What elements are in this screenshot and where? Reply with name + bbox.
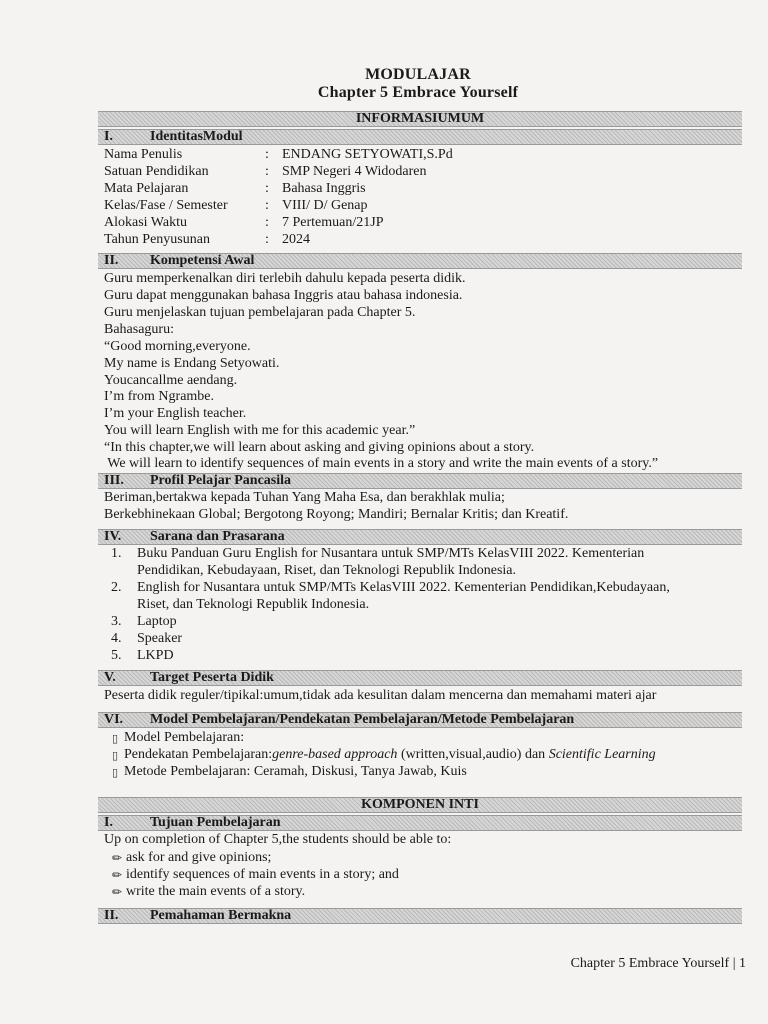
- model-item: Metode Pembelajaran: Ceramah, Diskusi, Tanya Jawab, Kuis: [124, 764, 467, 779]
- list-item: English for Nusantara untuk SMP/MTs KelasVIII 2022. Kementerian Pendidikan,Kebudayaan,: [137, 580, 670, 595]
- row-label: Mata Pelajaran: [104, 181, 189, 196]
- row-colon: :: [265, 181, 269, 196]
- text-line: We will learn to identify sequences of main events in a story and write the main events of a story.”: [104, 456, 659, 471]
- text-line: “Good morning,everyone.: [104, 339, 251, 354]
- profil-line: Berkebhinekaan Global; Bergotong Royong; Mandiri; Bernalar Kritis; dan Kreatif.: [104, 507, 569, 522]
- text-line: Guru memperkenalkan diri terlebih dahulu kepada peserta didik.: [104, 271, 466, 286]
- section-bar-sarana: IV. Sarana dan Prasarana: [98, 529, 742, 545]
- row-value: VIII/ D/ Genap: [282, 198, 368, 213]
- file-icon: ▯: [112, 733, 119, 745]
- section-bar-kompetensi: II. Kompetensi Awal: [98, 253, 742, 269]
- row-value: SMP Negeri 4 Widodaren: [282, 164, 427, 179]
- row-value: 2024: [282, 232, 310, 247]
- section-bar-pemahaman: II. Pemahaman Bermakna: [98, 908, 742, 924]
- text-line: My name is Endang Setyowati.: [104, 356, 280, 371]
- page-footer: Chapter 5 Embrace Yourself | 1: [570, 956, 746, 971]
- profil-line: Beriman,bertakwa kepada Tuhan Yang Maha Esa, dan berakhlak mulia;: [104, 490, 505, 505]
- row-colon: :: [265, 198, 269, 213]
- row-label: Satuan Pendidikan: [104, 164, 209, 179]
- row-label: Kelas/Fase / Semester: [104, 198, 228, 213]
- text-line: You will learn English with me for this academic year.”: [104, 423, 416, 438]
- list-item: Speaker: [137, 631, 183, 646]
- tujuan-item: ask for and give opinions;: [126, 850, 272, 865]
- tujuan-item: identify sequences of main events in a story; and: [126, 867, 399, 882]
- row-value: ENDANG SETYOWATI,S.Pd: [282, 147, 453, 162]
- list-item: LKPD: [137, 648, 174, 663]
- section-bar-tujuan: I. Tujuan Pembelajaran: [98, 815, 742, 831]
- row-colon: :: [265, 164, 269, 179]
- document-subtitle: Chapter 5 Embrace Yourself: [317, 84, 519, 101]
- row-colon: :: [265, 232, 269, 247]
- row-value: 7 Pertemuan/21JP: [282, 215, 384, 230]
- pencil-icon: ✏: [112, 851, 123, 865]
- file-icon: ▯: [112, 767, 119, 779]
- text-line: Guru menjelaskan tujuan pembelajaran pada Chapter 5.: [104, 305, 416, 320]
- row-label: Tahun Penyusunan: [104, 232, 210, 247]
- list-item: Laptop: [137, 614, 177, 629]
- list-number: 4.: [111, 631, 122, 646]
- text-line: Bahasaguru:: [104, 322, 174, 337]
- tujuan-intro: Up on completion of Chapter 5,the students should be able to:: [104, 832, 452, 847]
- model-item: Model Pembelajaran:: [124, 730, 245, 745]
- row-label: Nama Penulis: [104, 147, 183, 162]
- model-item: Pendekatan Pembelajaran:genre-based approach (written,visual,audio) dan Scientific Learning: [124, 747, 656, 762]
- row-colon: :: [265, 147, 269, 162]
- row-colon: :: [265, 215, 269, 230]
- tujuan-item: write the main events of a story.: [126, 884, 306, 899]
- document-title: MODULAJAR: [365, 66, 471, 83]
- list-item: Buku Panduan Guru English for Nusantara untuk SMP/MTs KelasVIII 2022. Kementerian: [137, 546, 645, 561]
- section-heading-komponen-inti: KOMPONEN INTI: [98, 797, 742, 813]
- list-number: 2.: [111, 580, 122, 595]
- list-number: 3.: [111, 614, 122, 629]
- section-bar-model: VI. Model Pembelajaran/Pendekatan Pembelajaran/Metode Pembelajaran: [98, 712, 742, 728]
- section-heading-informasi-umum: INFORMASIUMUM: [98, 111, 742, 127]
- list-number: 5.: [111, 648, 122, 663]
- file-icon: ▯: [112, 750, 119, 762]
- text-line: Youcancallme aendang.: [104, 373, 238, 388]
- section-bar-profil: III. Profil Pelajar Pancasila: [98, 473, 742, 489]
- text-line: I’m from Ngrambe.: [104, 389, 215, 404]
- section-bar-identitas: I. IdentitasModul: [98, 129, 742, 145]
- row-value: Bahasa Inggris: [282, 181, 366, 196]
- row-label: Alokasi Waktu: [104, 215, 187, 230]
- list-item: Riset, dan Teknologi Republik Indonesia.: [137, 597, 370, 612]
- text-line: “In this chapter,we will learn about asking and giving opinions about a story.: [104, 440, 535, 455]
- list-number: 1.: [111, 546, 122, 561]
- list-item: Pendidikan, Kebudayaan, Riset, dan Teknologi Republik Indonesia.: [137, 563, 517, 578]
- text-line: I’m your English teacher.: [104, 406, 247, 421]
- pencil-icon: ✏: [112, 885, 123, 899]
- section-bar-target: V. Target Peserta Didik: [98, 670, 742, 686]
- text-line: Guru dapat menggunakan bahasa Inggris atau bahasa indonesia.: [104, 288, 463, 303]
- pencil-icon: ✏: [112, 868, 123, 882]
- target-line: Peserta didik reguler/tipikal:umum,tidak ada kesulitan dalam mencerna dan memahami materi ajar: [104, 688, 657, 703]
